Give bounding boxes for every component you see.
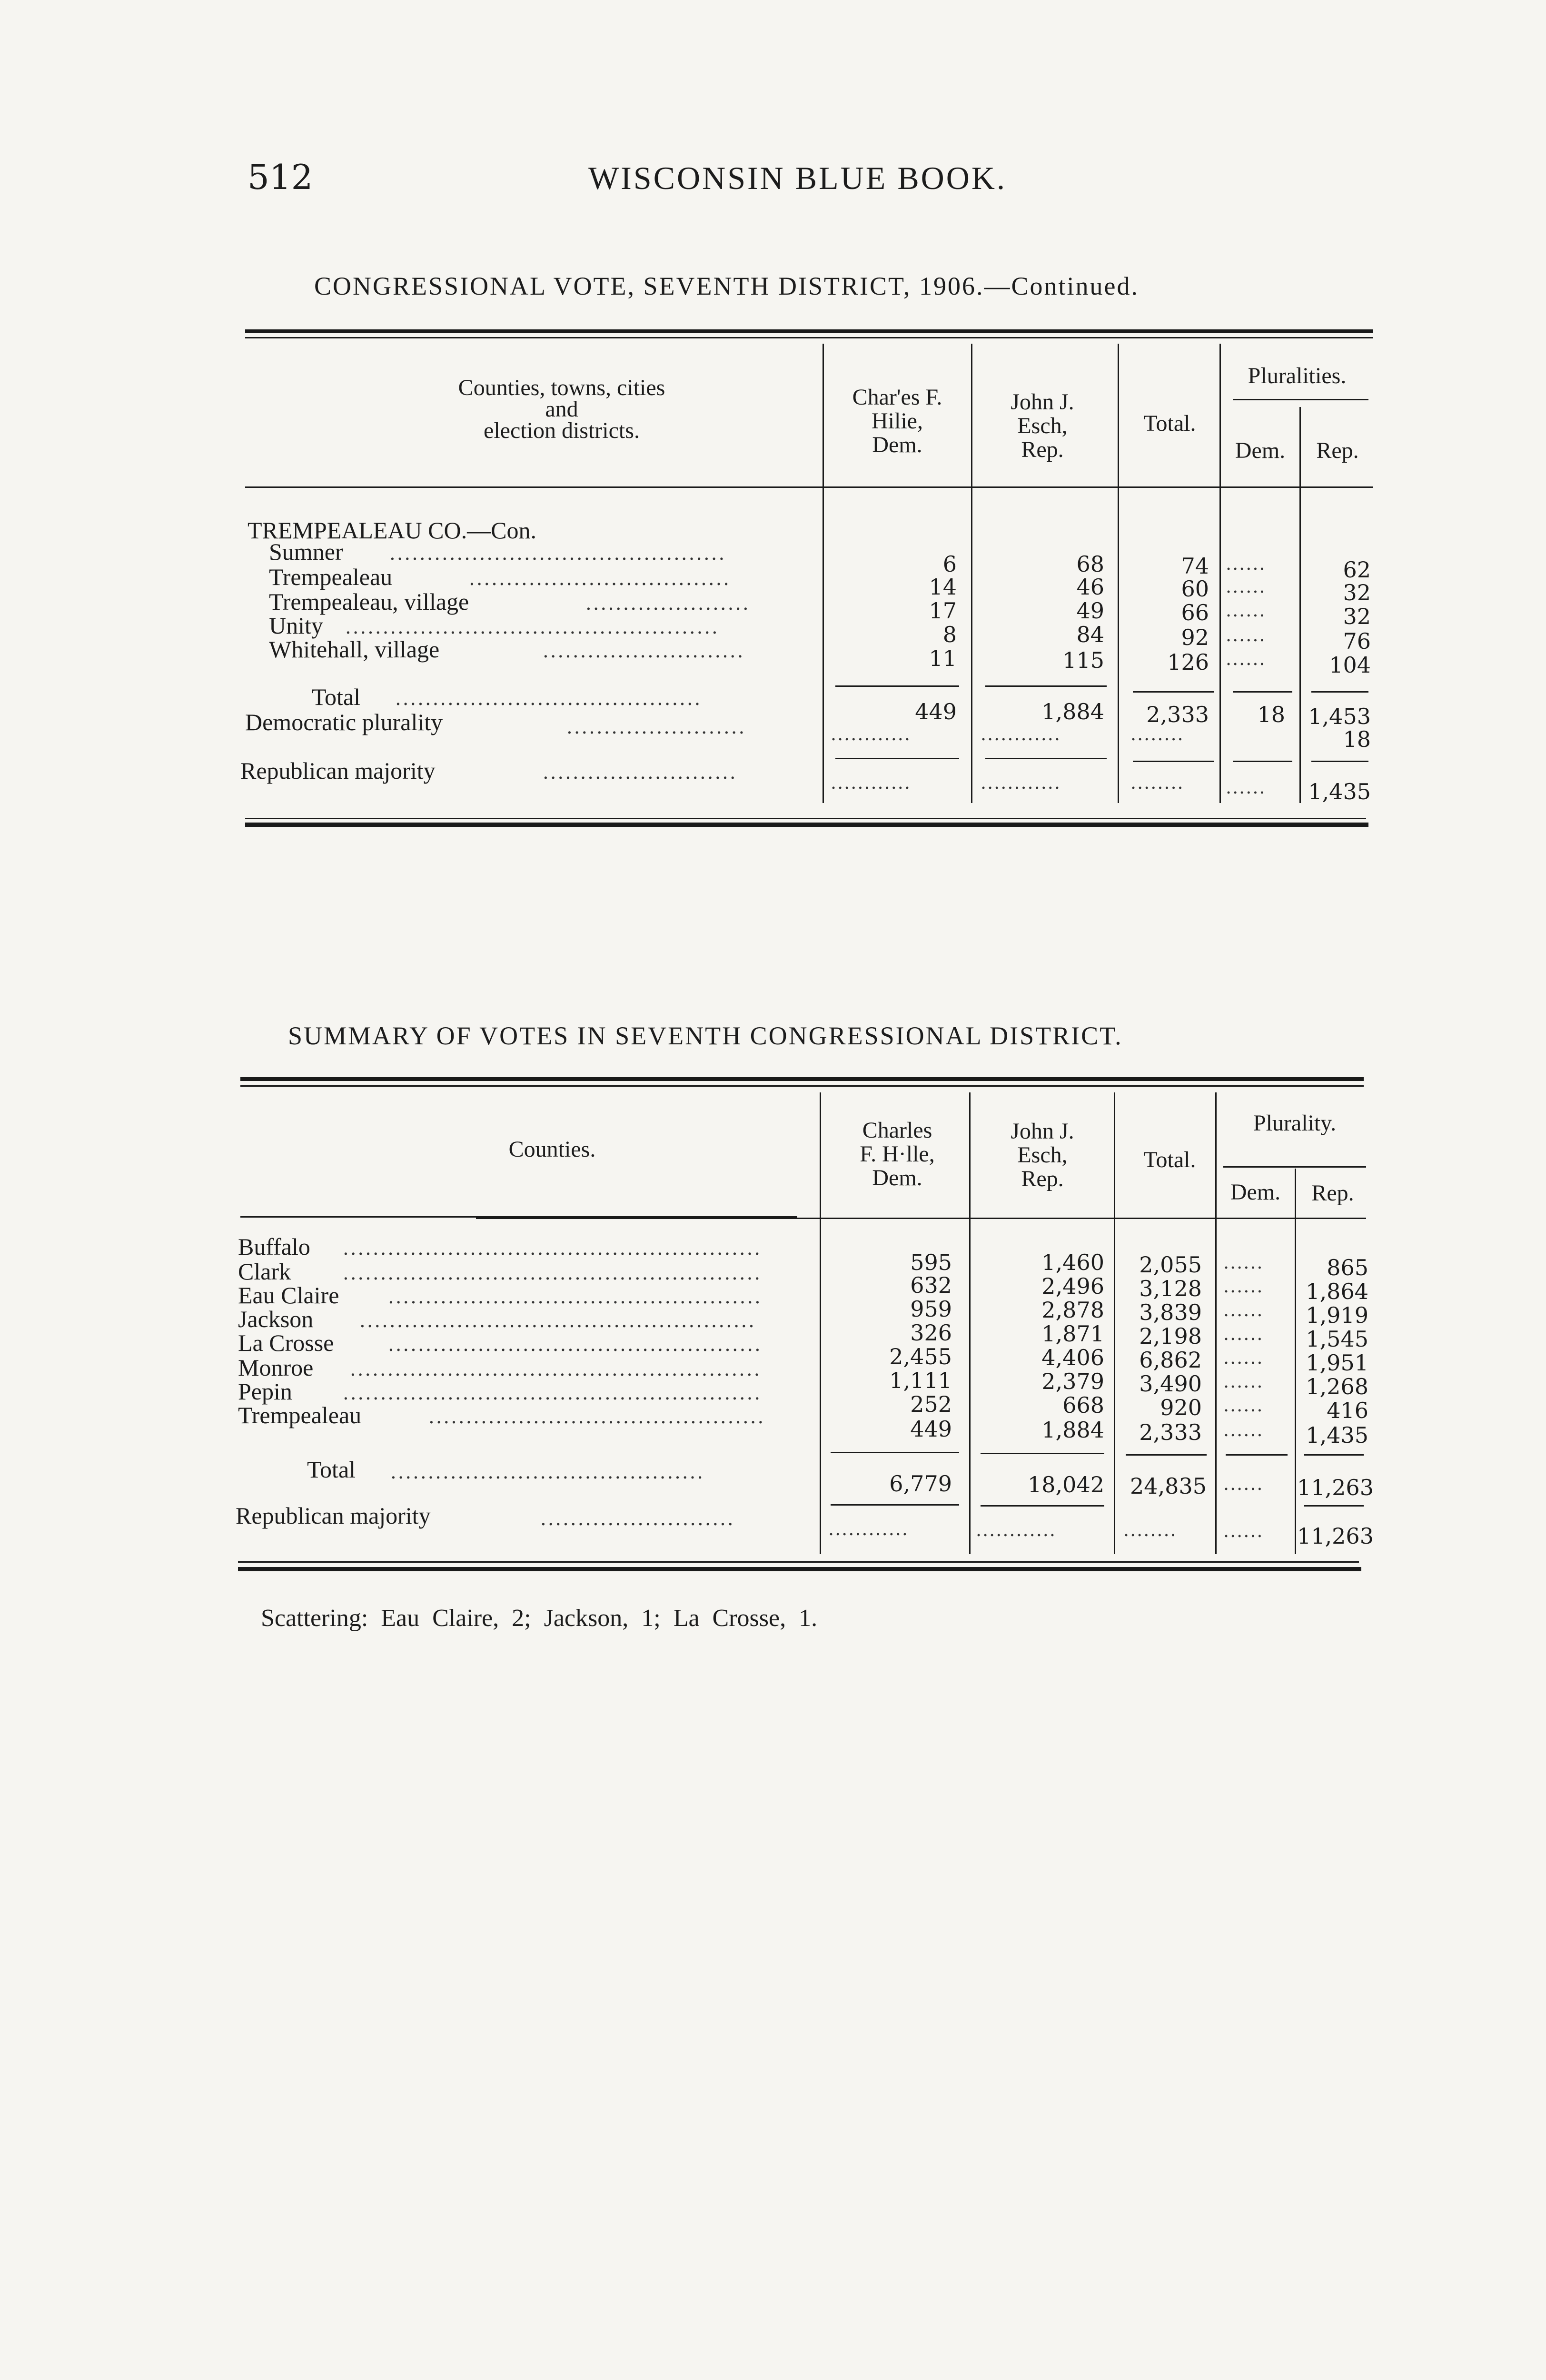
table2-row-dem: 2,455 — [889, 1344, 952, 1369]
sum-rule — [1304, 1505, 1364, 1507]
leader-dots: ........................ — [566, 716, 746, 738]
table2-row-plur-dem: ...... — [1223, 1371, 1264, 1392]
table1-row-total: 66 — [1181, 600, 1209, 625]
table2-col-divider — [1215, 1092, 1217, 1554]
leader-dots: ........................... — [543, 640, 745, 662]
table1-dem-plurality-value: 18 — [1343, 726, 1371, 752]
sum-rule — [835, 685, 959, 687]
table2-row-plur-rep: 1,864 — [1306, 1279, 1368, 1304]
table2-row-plur-dem: ...... — [1223, 1323, 1264, 1344]
table2-row-label: Trempealeau — [238, 1402, 362, 1428]
table2-row-rep: 1,871 — [1041, 1321, 1104, 1347]
table2-row-label: Eau Claire — [238, 1282, 339, 1309]
leader-dots: .......................................... — [390, 1461, 705, 1483]
table2-col-divider — [820, 1092, 821, 1554]
table1-row-label: Sumner — [269, 538, 343, 565]
table1-row-rep: 84 — [1076, 622, 1104, 647]
blank-dots: ............ — [828, 1518, 909, 1539]
blank-dots: ........ — [1130, 772, 1184, 793]
table1-row-total: 92 — [1181, 625, 1209, 650]
book-title: WISCONSIN BLUE BOOK. — [588, 160, 1007, 196]
table1-row-rep: 49 — [1076, 598, 1104, 624]
table2-row-dem: 449 — [910, 1416, 952, 1442]
sum-rule — [831, 1504, 959, 1506]
sum-rule — [1311, 691, 1368, 693]
sum-rule — [1133, 691, 1214, 693]
leader-dots: ....................................................... — [350, 1359, 762, 1380]
blank-dots: ............ — [981, 772, 1061, 793]
table1-row-plur-rep: 104 — [1329, 652, 1371, 678]
table2-row-label: La Crosse — [238, 1329, 334, 1356]
sum-rule — [981, 1505, 1104, 1507]
table1-header-rule — [245, 486, 1373, 488]
table2-row-dem: 959 — [910, 1296, 952, 1322]
table1-county-heading: TREMPEALEAU CO.—Con. — [248, 517, 536, 544]
table2-col-divider — [1295, 1169, 1296, 1554]
leader-dots: ...................... — [585, 593, 750, 615]
table1-row-plur-rep: 32 — [1343, 604, 1371, 629]
table2-row-plur-dem: ...... — [1223, 1299, 1264, 1320]
table1-row-rep: 68 — [1076, 551, 1104, 577]
leader-dots: .................................................. — [388, 1334, 762, 1356]
blank-dots: ........ — [1130, 724, 1184, 744]
table1-col-divider — [1219, 344, 1221, 803]
table2-header-plur-rep: Rep. — [1311, 1180, 1354, 1206]
table2-total-total: 24,835 — [1130, 1473, 1207, 1499]
leader-dots: .......................... — [540, 1508, 735, 1530]
table2-row-dem: 326 — [910, 1320, 952, 1346]
table2-row-total: 2,055 — [1139, 1252, 1202, 1278]
sum-rule — [1233, 761, 1292, 762]
table2-top-rule — [240, 1077, 1364, 1081]
scattering-footnote: Scattering: Eau Claire, 2; Jackson, 1; La Crosse, 1. — [261, 1605, 818, 1632]
table2-row-label: Jackson — [238, 1306, 314, 1332]
table2-row-rep: 2,379 — [1041, 1368, 1104, 1394]
leader-dots: ........................................................ — [343, 1382, 762, 1404]
table1-bottom-rule — [245, 823, 1368, 827]
sum-rule — [1233, 691, 1292, 693]
leader-dots: ........................................................ — [343, 1262, 762, 1284]
table1-row-plur-dem: ...... — [1226, 576, 1266, 597]
table2-row-plur-rep: 1,951 — [1306, 1350, 1368, 1376]
table2-row-label: Clark — [238, 1258, 291, 1285]
table2-row-dem: 632 — [910, 1272, 952, 1298]
table1-row-plur-dem: ...... — [1226, 553, 1266, 574]
table1-col-divider — [971, 344, 972, 803]
table2-row-plur-rep: 1,919 — [1306, 1302, 1368, 1328]
table2-total-label: Total — [307, 1456, 356, 1483]
table2-row-rep: 2,496 — [1041, 1273, 1104, 1299]
sum-rule — [985, 758, 1107, 759]
sum-rule — [1304, 1454, 1364, 1456]
table2-row-label: Pepin — [238, 1378, 292, 1405]
table2-total-dem: 6,779 — [889, 1471, 952, 1497]
table2-row-total: 2,333 — [1139, 1419, 1202, 1445]
table1-row-rep: 115 — [1062, 647, 1104, 673]
leader-dots: .......................... — [543, 762, 737, 783]
table2-row-plur-rep: 1,268 — [1306, 1374, 1368, 1399]
table1-row-label: Unity — [269, 612, 323, 639]
table2-row-plur-rep: 1,545 — [1306, 1326, 1368, 1352]
table2-bottom-rule-thin — [238, 1561, 1359, 1563]
table2-header-total: Total. — [1143, 1147, 1196, 1172]
table1-row-total: 74 — [1181, 553, 1209, 579]
leader-dots: .................................................. — [388, 1286, 762, 1308]
sum-rule — [981, 1453, 1104, 1454]
table1-top-rule-thin — [245, 337, 1373, 338]
table1-header-dem: Char'es F. Hilie, Dem. — [852, 385, 942, 457]
table1-total-rep: 1,884 — [1041, 699, 1104, 724]
table2-header-dem: Charles F. H·lle, Dem. — [860, 1118, 935, 1190]
table1-total-total: 2,333 — [1146, 702, 1209, 727]
table1-header-total: Total. — [1143, 411, 1196, 436]
table2-row-total: 2,198 — [1139, 1323, 1202, 1349]
table2-col-divider — [1114, 1092, 1115, 1554]
table2-row-plur-dem: ...... — [1223, 1419, 1264, 1440]
table2-row-rep: 1,460 — [1041, 1250, 1104, 1275]
table2-row-plur-rep: 865 — [1327, 1255, 1368, 1280]
page-number: 512 — [248, 157, 313, 197]
table2-row-plur-dem: ...... — [1223, 1347, 1264, 1368]
leader-dots: ......................................... — [395, 688, 702, 710]
blank-dots: ............ — [831, 724, 911, 744]
blank-dots: ........ — [1123, 1519, 1177, 1540]
blank-dots: ............ — [976, 1519, 1056, 1540]
table2-row-total: 3,128 — [1139, 1276, 1202, 1301]
blank-dots: ............ — [981, 724, 1061, 744]
table2-header-label: Counties. — [508, 1137, 596, 1162]
table2-header-rule — [476, 1218, 1366, 1219]
blank-dots: ...... — [1223, 1520, 1264, 1541]
table1-header-plur-dem: Dem. — [1235, 438, 1286, 463]
table2-header-rep: John J. Esch, Rep. — [1011, 1119, 1074, 1191]
leader-dots: ..................................................... — [359, 1310, 756, 1332]
table1-row-plur-dem: ...... — [1226, 625, 1266, 645]
table2-row-plur-dem: ...... — [1223, 1276, 1264, 1297]
table2-top-rule-thin — [240, 1085, 1364, 1087]
table1-row-label: Trempealeau, village — [269, 588, 469, 615]
table1-rep-majority-label: Republican majority — [240, 757, 436, 784]
table2-plur-sub-rule — [1223, 1166, 1366, 1168]
table2-header-plur-dem: Dem. — [1230, 1180, 1281, 1205]
table1-row-plur-rep: 32 — [1343, 580, 1371, 605]
table1-row-plur-dem: ...... — [1226, 648, 1266, 669]
table2-row-plur-dem: ...... — [1223, 1252, 1264, 1273]
table2-row-dem: 1,111 — [889, 1368, 952, 1393]
table1-col-divider — [1118, 344, 1119, 803]
table2-row-rep: 4,406 — [1041, 1345, 1104, 1370]
table1-row-dem: 17 — [929, 598, 957, 624]
table1-total-dem: 449 — [915, 699, 957, 724]
sum-rule — [1226, 1454, 1288, 1456]
table2-row-rep: 1,884 — [1041, 1417, 1104, 1443]
table1-row-plur-dem: ...... — [1226, 600, 1266, 621]
table1-bottom-rule-thin — [245, 818, 1366, 819]
table1-row-plur-rep: 62 — [1343, 557, 1371, 583]
table2-row-plur-rep: 1,435 — [1306, 1422, 1368, 1448]
table1-row-dem: 14 — [929, 574, 957, 600]
table2-row-rep: 668 — [1062, 1392, 1104, 1418]
table2-bottom-rule — [238, 1567, 1361, 1571]
table2-header-plurality: Plurality. — [1253, 1111, 1337, 1136]
leader-dots: .................................................. — [345, 616, 719, 638]
sum-rule — [835, 758, 959, 759]
table2-row-rep: 2,878 — [1041, 1297, 1104, 1323]
table2-row-plur-rep: 416 — [1327, 1398, 1368, 1423]
table1-total-label: Total — [312, 684, 361, 710]
table1-plur-sub-rule — [1233, 399, 1368, 400]
table2-row-label: Buffalo — [238, 1233, 310, 1260]
table1-row-label: Trempealeau — [269, 564, 393, 590]
table1-row-total: 60 — [1181, 576, 1209, 602]
sum-rule — [831, 1452, 959, 1453]
table1-row-dem: 6 — [942, 551, 957, 577]
leader-dots: ................................... — [469, 568, 731, 590]
table2-row-dem: 252 — [910, 1391, 952, 1417]
table2-col-divider — [969, 1092, 971, 1554]
sum-rule — [1133, 761, 1214, 762]
table2-rep-majority-value: 11,263 — [1297, 1523, 1374, 1549]
table2-rep-majority-label: Republican majority — [236, 1502, 431, 1529]
table2-total-plur-dem: ...... — [1223, 1473, 1264, 1494]
leader-dots: ........................................................ — [343, 1238, 762, 1259]
table2-row-total: 920 — [1160, 1395, 1202, 1420]
table1-row-dem: 8 — [942, 622, 957, 647]
table1-total-plur-rep: 1,453 — [1308, 704, 1371, 729]
table1-header-plur-rep: Rep. — [1316, 438, 1359, 463]
table1-col-divider — [823, 344, 824, 803]
table1-row-plur-rep: 76 — [1343, 628, 1371, 654]
blank-dots: ............ — [831, 772, 911, 793]
table1-row-total: 126 — [1167, 649, 1209, 675]
leader-dots: ............................................. — [389, 543, 726, 565]
table1-col-divider — [1299, 407, 1301, 803]
table1-header-pluralities: Pluralities. — [1248, 363, 1347, 388]
table1-row-rep: 46 — [1076, 574, 1104, 600]
table2-total-rep: 18,042 — [1028, 1472, 1104, 1497]
sum-rule — [1311, 761, 1368, 762]
table2-title: SUMMARY OF VOTES IN SEVENTH CONGRESSIONAL DISTRICT. — [288, 1021, 1123, 1050]
table2-row-dem: 595 — [910, 1250, 952, 1275]
table1-row-label: Whitehall, village — [269, 636, 440, 663]
table2-row-total: 3,490 — [1139, 1371, 1202, 1397]
table1-total-plur-dem: 18 — [1257, 702, 1285, 727]
table1-dem-plurality-label: Democratic plurality — [245, 709, 443, 735]
sum-rule — [985, 685, 1107, 687]
table2-row-total: 3,839 — [1139, 1299, 1202, 1325]
table1-top-rule — [245, 329, 1373, 333]
sum-rule — [1126, 1454, 1207, 1456]
table2-row-total: 6,862 — [1139, 1347, 1202, 1373]
table1-row-dem: 11 — [929, 645, 957, 671]
table2-row-label: Monroe — [238, 1354, 314, 1381]
table1-title: CONGRESSIONAL VOTE, SEVENTH DISTRICT, 1906.—Continued. — [314, 272, 1139, 300]
table1-header-rep: John J. Esch, Rep. — [1011, 389, 1074, 462]
blank-dots: ...... — [1226, 777, 1266, 798]
table1-header-label: Counties, towns, cities and election districts. — [458, 375, 665, 443]
table2-row-plur-dem: ...... — [1223, 1395, 1264, 1416]
leader-dots: ............................................. — [428, 1406, 765, 1428]
table1-rep-majority-value: 1,435 — [1308, 779, 1371, 804]
table2-total-plur-rep: 11,263 — [1297, 1475, 1374, 1500]
